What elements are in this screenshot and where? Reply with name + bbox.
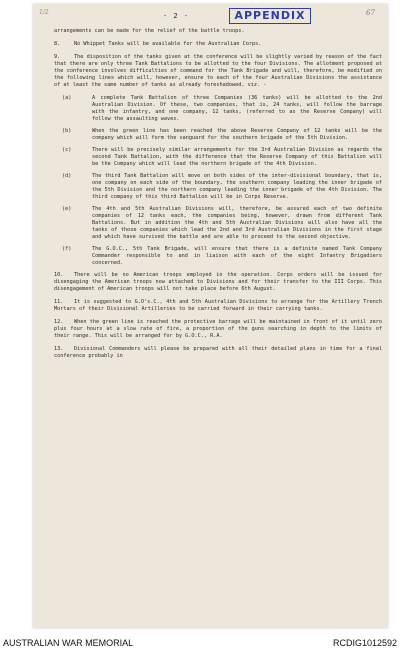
subparagraph-letter: (a) — [62, 95, 72, 101]
subparagraph-b — [54, 128, 386, 142]
subparagraph-letter: (c) — [62, 147, 72, 153]
opening-line — [54, 28, 382, 35]
subparagraph-letter: (e) — [62, 206, 72, 212]
subparagraph-text: When the green line has been reached the above Reserve Company of 12 tanks will be the company which will form the vanguard for the southern brigade of the 5th Division. — [92, 128, 386, 141]
subparagraph-text: The third Tank Battalion will move on both sides of the inter-divisional boundary, that is, one company on each side of the boundary, the southern company leading the inner brigade of the 5th Division and the northern company leading the inner brigade of the 4th Division. The third company of this third Battalion will be in Corps Reserve. — [92, 173, 386, 200]
archive-name: AUSTRALIAN WAR MEMORIAL — [3, 638, 134, 648]
paragraph-8 — [54, 41, 382, 48]
subparagraph-text: The G.O.C., 5th Tank Brigade, will ensure that there is a definite named Tank Company Commander responsible to and in liaison with each of the eight Infantry Brigadiers concerned. — [92, 246, 386, 266]
paragraph-13 — [54, 346, 386, 360]
page-number: - 2 - — [163, 12, 190, 20]
paragraph-number: 10. — [54, 272, 64, 278]
margin-annotation: 1/2 — [39, 9, 49, 16]
paragraph-text: The disposition of the tanks given at the conference will be slightly varied by reason of the fact that there are only three Tank Battalions to be allotted to the four Divisions. The allotment proposed at the conference involves difficulties of command for the Tank Brigade and will, therefore, be modified on the following lines which will, however, ensure to each of the four Australian Divisions the assistance of at least the same number of tanks as already foreshadowed, viz. - — [54, 54, 386, 88]
subparagraph-c — [54, 147, 386, 168]
paragraph-number: 8. — [54, 41, 61, 47]
paragraph-12 — [54, 319, 386, 340]
paragraph-text: arrangements can be made for the relief of the battle troops. — [54, 28, 245, 34]
paragraph-text: When the green line is reached the protective barrage will be maintained in front of it until zero plus four hours at a slow rate of fire, a proportion of the guns searching in depth to the limits of their range. This will be arranged for by G.O.C., R.A. — [54, 319, 386, 339]
paragraph-number: 9. — [54, 54, 61, 60]
subparagraph-letter: (d) — [62, 173, 72, 179]
appendix-stamp: APPENDIX — [229, 8, 311, 24]
document-page — [33, 4, 388, 628]
folio-number: 67 — [366, 9, 375, 17]
subparagraph-text: The 4th and 5th Australian Divisions will, therefore, be assured each of two definite companies of 12 tanks each, the companies being, however, drawn from different Tank Battalions. But in addition the 4th and 5th Australian Divisions will also have all the tanks of those companies which lead the 2nd and 3rd Australian Divisions in the first stage and which have survived the battle and are able to proceed to the second objective. — [92, 206, 386, 240]
subparagraph-text: A complete Tank Battalion of three Companies (36 tanks) will be allotted to the 2nd Australian Division. Of these, two companies, that is, 24 tanks, will follow the barrage with the infantry, and one company, 12 tanks, (referred to as the Reserve Company) will follow the assaulting waves. — [92, 95, 386, 122]
subparagraph-f — [54, 246, 386, 267]
paragraph-text: Divisional Commanders will please be prepared with all their detailed plans in time for a final conference probably in — [54, 346, 386, 359]
paragraph-9 — [54, 54, 386, 89]
subparagraph-d — [54, 173, 386, 201]
subparagraph-e — [54, 206, 386, 241]
subparagraph-a — [54, 95, 386, 123]
record-id: RCDIG1012592 — [332, 638, 397, 648]
subparagraph-letter: (f) — [62, 246, 72, 252]
paragraph-text: No Whippet Tanks will be available for the Australian Corps. — [74, 41, 262, 47]
paragraph-11 — [54, 299, 386, 313]
subparagraph-text: There will be precisely similar arrangements for the 3rd Australian Division as regards the second Tank Battalion, with the difference that the Reserve Company of this Battalion will be the Company which will lead the northern brigade of the 4th Division. — [92, 147, 386, 167]
paragraph-text: There will be no American troops employed in the operation. Corps orders will be issued for disengaging the American troops now attached to Divisions and for their transfer to the III Corps. This disengagement of American troops will not take place before 6th August. — [54, 272, 386, 292]
document-body — [54, 28, 386, 366]
archive-footer — [0, 632, 400, 654]
paragraph-text: It is suggested to G.O's.C., 4th and 5th Australian Divisions to arrange for the Artillery Trench Mortars of their Divisional Artilleries to be carried forward in their carrying tanks. — [54, 299, 386, 312]
subparagraph-letter: (b) — [62, 128, 72, 134]
paragraph-number: 11. — [54, 299, 64, 305]
paragraph-10 — [54, 272, 386, 293]
paragraph-number: 12. — [54, 319, 64, 325]
paragraph-number: 13. — [54, 346, 64, 352]
